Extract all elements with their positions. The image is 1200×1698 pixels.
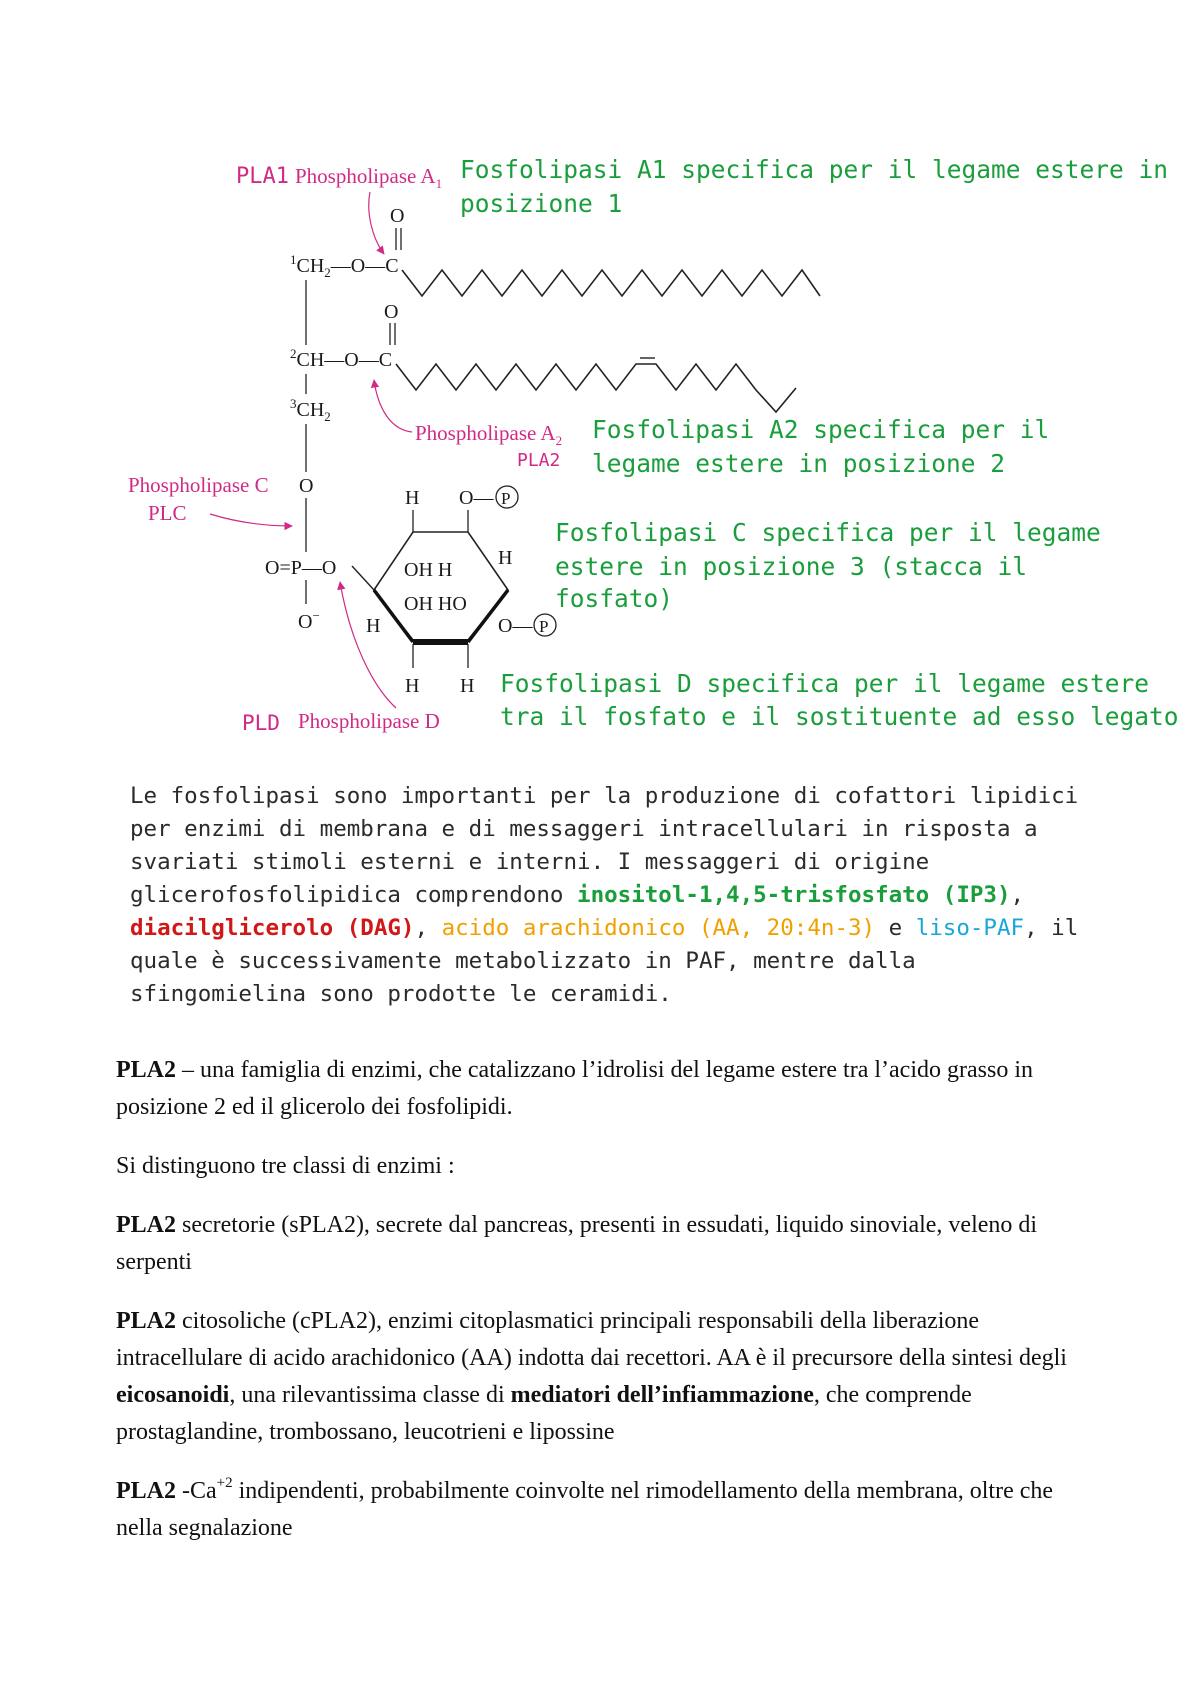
class-secretory — [116, 1207, 1096, 1281]
pla2-label: PLA2 — [517, 450, 561, 471]
ip3-term: inositol-1,4,5-trisfosfato (IP3) — [577, 882, 1011, 908]
phospholipase-c-label: Phospholipase C — [128, 473, 269, 497]
phospholipase-diagram — [0, 0, 1200, 760]
phospholipase-d-label: Phospholipase D — [298, 709, 440, 733]
ring-h-right: H — [498, 547, 513, 569]
classes-intro-text: Si distinguono tre classi di enzimi : — [116, 1153, 455, 1179]
para-sep3: e — [875, 915, 916, 941]
phosphate-group: O=P—O — [265, 557, 337, 579]
p-symbol-top: P — [501, 489, 511, 508]
ring-h-bottom-left: H — [405, 675, 420, 697]
desc-c-line3: fosfato) — [555, 584, 674, 613]
ch-2-group: $^2$CH—O—C — [290, 346, 393, 371]
class-cytosolic-text-3: , che comprende prostaglandine, trombossano, leucotrieni e lipossine — [116, 1382, 972, 1445]
dag-term: diacilglicerolo (DAG) — [130, 915, 415, 941]
para-sep2: , — [414, 915, 442, 941]
ch2-1-group: $^1CH_2—O—C$ — [290, 252, 399, 280]
class-secretory-text: secretorie (sPLA2), secrete dal pancreas, presenti in essudati, liquido sinoviale, veleno di serpenti — [116, 1212, 1038, 1275]
ring-h-top: H — [405, 487, 420, 509]
p-symbol-right: P — [539, 617, 549, 636]
ring-oh-h: OH H — [404, 559, 453, 581]
inositol-ring — [374, 532, 508, 640]
ring-h-bottom-right: H — [460, 675, 475, 697]
desc-a2-line1: Fosfolipasi A2 specifica per il — [592, 415, 1050, 444]
class-ca-independent — [116, 1473, 1096, 1547]
desc-a2-line2: legame estere in posizione 2 — [592, 449, 1006, 478]
aa-term: acido arachidonico (AA, 20:4n-3) — [441, 915, 876, 941]
class-cytosolic — [116, 1303, 1096, 1451]
desc-c-line1: Fosfolipasi C specifica per il legame — [555, 518, 1101, 547]
para-seg2: , il quale è successivamente metabolizzato in PAF, mentre dalla sfingomielina sono prodotte le ceramidi. — [130, 915, 1079, 1007]
fosfolipasi-paragraph — [130, 780, 1090, 1011]
pld-arrow — [340, 582, 396, 708]
ring-h-left: H — [366, 615, 381, 637]
desc-d-line2: tra il fosfato e il sostituente ad esso legato — [500, 702, 1179, 731]
desc-a1-line2: posizione 1 — [460, 189, 623, 218]
pla2-arrow — [374, 380, 412, 432]
phospholipase-a2-label: Phospholipase $A_2$ — [415, 421, 563, 448]
phosphate-o-link: O — [299, 475, 314, 497]
pla1-arrow — [369, 192, 384, 254]
class-cytosolic-text-2: , una rilevantissima classe di — [229, 1382, 511, 1408]
phospholipase-a1-label: Phospholipase $A_1$ — [295, 164, 443, 191]
class-cytosolic-text: citosoliche (cPLA2), enzimi citoplasmatici principali responsabili della liberazione intracellulare di acido arachidonico (AA) indotta dai recettori. AA è il precursore della sintesi degli — [116, 1308, 1067, 1371]
fatty-acid-chain-2 — [396, 364, 796, 412]
ring-o-top: O— — [459, 487, 494, 509]
class-ca-text: -Ca — [176, 1478, 217, 1504]
body-text — [116, 1052, 1096, 1569]
plc-arrow — [210, 514, 292, 526]
carbonyl-o-2: O — [384, 301, 399, 323]
eicosanoidi-term: eicosanoidi — [116, 1382, 230, 1408]
ring-oh-ho: OH HO — [404, 593, 467, 615]
pla2-term: PLA2 — [116, 1057, 176, 1083]
pla2-term: PLA2 — [116, 1478, 176, 1504]
class-ca-text-2: indipendenti, probabilmente coinvolte nel rimodellamento della membrana, oltre che nella segnalazione — [116, 1478, 1054, 1541]
plc-label: PLC — [148, 501, 187, 525]
ring-o-right: O— — [498, 615, 533, 637]
mediatori-term: mediatori dell’infiammazione — [510, 1382, 814, 1408]
pla2-term: PLA2 — [116, 1308, 176, 1334]
pld-label: PLD — [242, 711, 280, 735]
pla2-term: PLA2 — [116, 1212, 176, 1238]
ch2-3-group: $^3CH_2$ — [290, 396, 331, 424]
para-sep1: , — [1010, 882, 1025, 908]
liso-paf-term: liso-PAF — [915, 915, 1025, 941]
ca-superscript: +2 — [216, 1475, 233, 1491]
para-seg1: Le fosfolipasi sono importanti per la produzione di cofattori lipidici per enzimi di membrana e di messaggeri intracellulari in risposta a svariati stimoli esterni e interni. I messaggeri di origine glicerofosfolipidica comprendono — [130, 783, 1079, 908]
classes-intro — [116, 1148, 1096, 1185]
pla2-definition-text: – una famiglia di enzimi, che catalizzano l’idrolisi del legame estere tra l’acido grasso in posizione 2 ed il glicerolo dei fosfolipidi. — [116, 1057, 1033, 1120]
pla2-definition — [116, 1052, 1096, 1126]
phosphate-o-minus: O− — [298, 608, 320, 633]
pla1-label: PLA1 — [236, 164, 289, 189]
desc-a1-line1: Fosfolipasi A1 specifica per il legame estere in — [460, 155, 1169, 184]
fatty-acid-chain-1 — [402, 270, 820, 296]
desc-c-line2: estere in posizione 3 (stacca il — [555, 552, 1028, 581]
desc-d-line1: Fosfolipasi D specifica per il legame estere — [500, 669, 1150, 698]
carbonyl-o-1: O — [390, 205, 405, 227]
